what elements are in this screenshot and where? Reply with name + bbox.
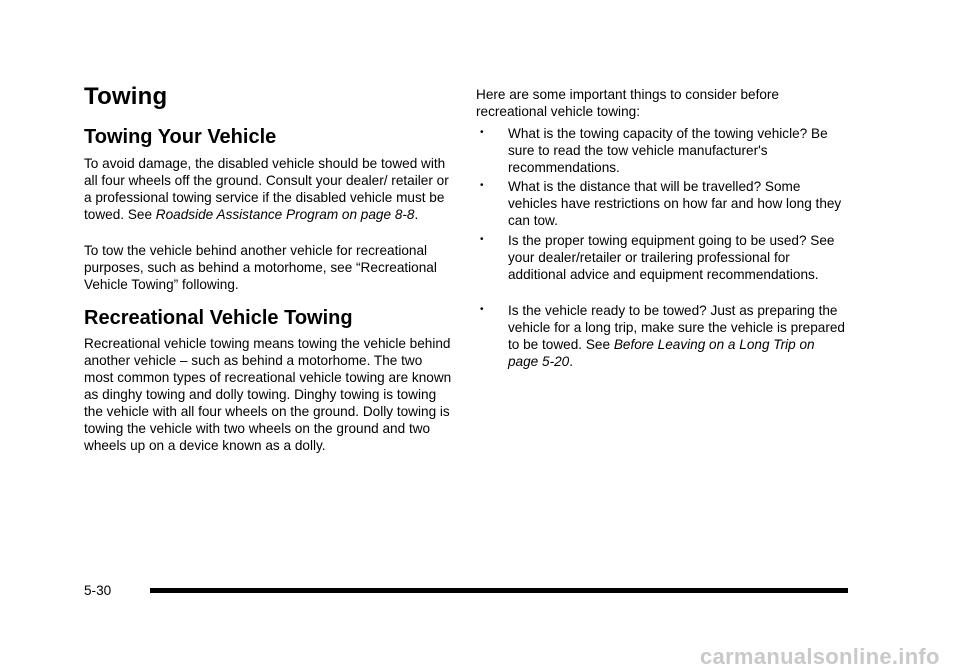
bullet-icon: • [480,180,484,191]
roadside-assistance-link[interactable]: Roadside Assistance Program on page 8-8 [155,207,415,222]
list-item-end: . [569,354,574,369]
bullet-icon: • [480,127,484,138]
watermark-text: carmanualsonline.info [700,644,940,669]
bullet-icon: • [480,304,484,315]
footer-rule [150,588,848,593]
towing-paragraph-text: To avoid damage, the disabled vehicle should be towed with all four wheels off the ground. Consult your dealer/ retailer or a professional towing service if the disabled vehicle must be towed. See [84,156,449,222]
page-number: 5-30 [84,583,112,598]
before-leaving-link[interactable]: Before Leaving on a Long Trip on page 5-20 [508,337,815,369]
recreational-reference-paragraph: To tow the vehicle behind another vehicle for recreational purposes, such as behind a motorhome, see “Recreational Vehicle Towing” following. [84,243,437,292]
heading-recreational-vehicle-towing: Recreational Vehicle Towing [84,307,353,329]
section-title: Towing [84,83,168,110]
list-item-text: What is the towing capacity of the towing vehicle? Be sure to read the tow vehicle manufacturer's recommendations. [508,126,828,175]
list-item-text: What is the distance that will be travelled? Some vehicles have restrictions on how far and how long they can tow. [508,179,842,228]
recreational-paragraph: Recreational vehicle towing means towing the vehicle behind another vehicle – such as behind a motorhome. The two most common types of recreational vehicle towing are known as dinghy towing and dolly towing. Dinghy towing is towing the vehicle with all four wheels on the ground. Dolly towing is towing the vehicle with two wheels on the ground and two wheels up on a device known as a dolly. [84,336,452,453]
heading-towing-your-vehicle: Towing Your Vehicle [84,126,277,148]
list-item-body: Is the vehicle ready to be towed? Just as preparing the vehicle for a long trip, make sure the vehicle is prepared to be towed. See [508,303,845,352]
considerations-intro: Here are some important things to consider before recreational vehicle towing: [476,87,779,119]
list-item-text [508,302,848,370]
bullet-icon: • [480,234,484,245]
towing-paragraph-end: . [414,207,419,222]
towing-paragraph [84,155,454,223]
list-item-text: Is the proper towing equipment going to be used? See your dealer/retailer or trailering professional for additional advice and equipment recommendations. [508,233,835,282]
